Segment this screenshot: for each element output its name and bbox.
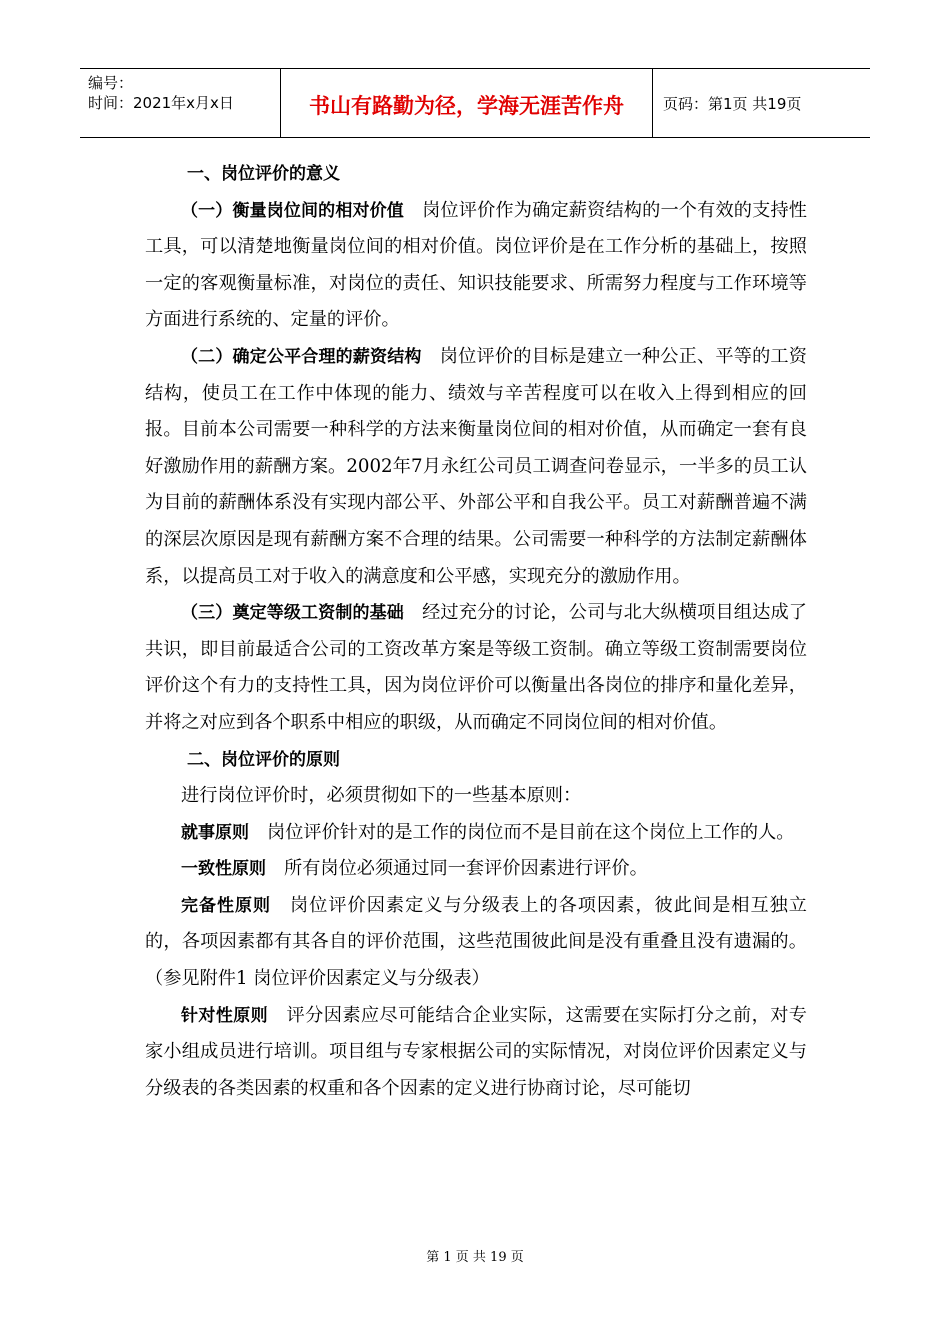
paragraph (145, 193, 807, 339)
paragraph-lead: （二）确定公平合理的薪资结构 (181, 346, 422, 367)
paragraph-lead: 完备性原则 (181, 895, 271, 916)
paragraph-text: 岗位评价因素定义与分级表上的各项因素，彼此间是相互独立的，各项因素都有其各自的评价范围，这些范围彼此间是没有重叠且没有遗漏的。（参见附件1 岗位评价因素定义与分级表） (145, 894, 807, 990)
paragraph-intro: 进行岗位评价时，必须贯彻如下的一些基本原则： (181, 785, 582, 807)
page-footer: 第 1 页 共 19 页 (426, 1250, 524, 1265)
paragraph-lead: 一致性原则 (181, 859, 266, 880)
section-2-title: 二、岗位评价的原则 (187, 749, 340, 770)
document-body (145, 156, 807, 1107)
paragraph-text: 经过充分的讨论，公司与北大纵横项目组达成了共识，即目前最适合公司的工资改革方案是等级工资制。确立等级工资制需要岗位评价这个有力的支持性工具，因为岗位评价可以衡量出各岗位的排序和量化差异，并将之对应到各个职系中相应的职级，从而确定不同岗位间的相对价值。 (145, 602, 807, 733)
paragraph-text: 岗位评价作为确定薪资结构的一个有效的支持性工具，可以清楚地衡量岗位间的相对价值。岗位评价是在工作分析的基础上，按照一定的客观衡量标准，对岗位的责任、知识技能要求、所需努力程度与工作环境等方面进行系统的、定量的评价。 (145, 199, 807, 331)
paragraph (145, 595, 807, 741)
paragraph (145, 339, 807, 595)
paragraph (145, 851, 807, 888)
paragraph-text: 岗位评价的目标是建立一种公正、平等的工资结构，使员工在工作中体现的能力、绩效与辛苦程度可以在收入上得到相应的回报。目前本公司需要一种科学的方法来衡量岗位间的相对价值，从而确定一套有良好激励作用的薪酬方案。2002年7月永红公司员工调查问卷显示，一半多的员工认为目前的薪酬体系没有实现内部公平、外部公平和自我公平。员工对薪酬普遍不满的深层次原因是现有薪酬方案不合理的结果。公司需要一种科学的方法制定薪酬体系，以提高员工对于收入的满意度和公平感，实现充分的激励作用。 (145, 345, 807, 587)
paragraph-lead: 就事原则 (181, 822, 249, 843)
document-number-label: 编号： (88, 74, 134, 92)
paragraph-lead: （一）衡量岗位间的相对价值 (181, 200, 404, 221)
paragraph-text: 评分因素应尽可能结合企业实际，这需要在实际打分之前，对专家小组成员进行培训。项目组与专家根据公司的实际情况，对岗位评价因素定义与分级表的各类因素的权重和各个因素的定义进行协商讨论，尽可能切 (145, 1004, 807, 1099)
header-motto: 书山有路勤为径，学海无涯苦作舟 (281, 69, 653, 137)
paragraph (145, 815, 807, 852)
paragraph (145, 888, 807, 998)
header-page-code: 页码：第1页 共19页 (663, 94, 802, 113)
paragraph-text: 岗位评价针对的是工作的岗位而不是目前在这个岗位上工作的人。 (267, 821, 795, 843)
paragraph-lead: （三）奠定等级工资制的基础 (181, 603, 404, 624)
section-1-title: 一、岗位评价的意义 (187, 164, 340, 184)
document-date: 时间：2021年x月x日 (88, 94, 234, 112)
paragraph-text: 所有岗位必须通过同一套评价因素进行评价。 (284, 858, 648, 880)
paragraph (145, 998, 807, 1108)
paragraph-lead: 针对性原则 (181, 1005, 269, 1026)
header-meta (80, 69, 281, 137)
document-header (80, 68, 870, 138)
